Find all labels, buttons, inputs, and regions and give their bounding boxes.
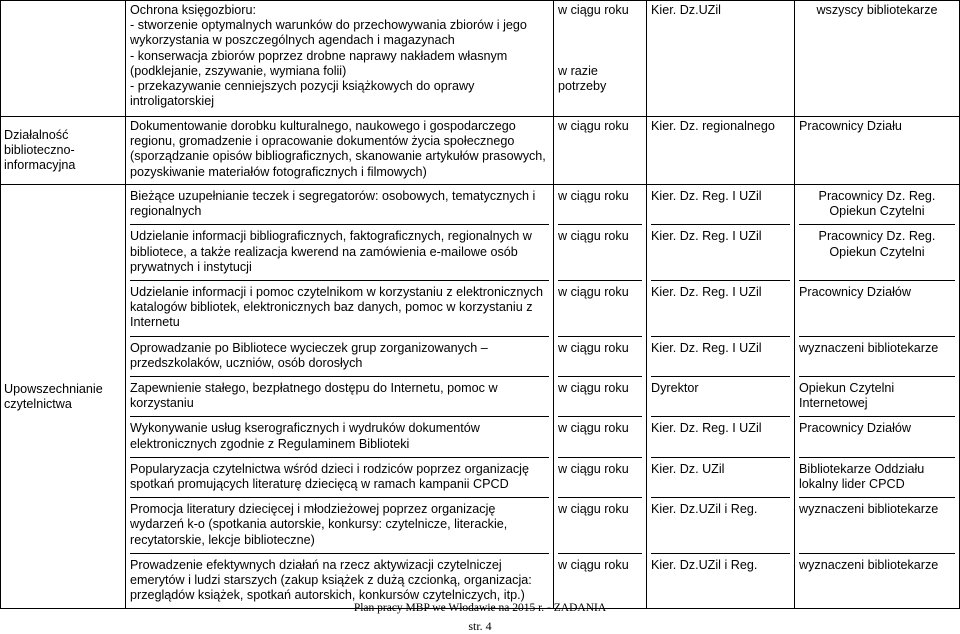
category-cell <box>1 1 126 117</box>
responsible-cell: Kier. Dz. regionalnego <box>647 117 795 185</box>
page-footer: Plan pracy MBP we Włodawie na 2015 r. - ZADANIA <box>353 602 607 614</box>
responsible-item: Kier. Dz.UZil i Reg. <box>651 498 790 554</box>
responsible-item: Kier. Dz. Reg. I UZil <box>651 281 790 337</box>
executor-item: Opiekun Czytelni Internetowej <box>799 377 955 417</box>
responsible-list <box>647 185 795 609</box>
executor-item: wyznaczeni bibliotekarze <box>799 337 955 377</box>
responsible-item: Dyrektor <box>651 377 790 417</box>
executor-cell: Pracownicy Działu <box>795 117 960 185</box>
task-item: Promocja literatury dziecięcej i młodzieżowej poprzez organizację wydarzeń k-o (spotkania autorskie, konkursy: czytelnicze, literackie, recytatorskie, lekcje biblioteczne) <box>130 498 549 554</box>
task-item: Udzielanie informacji bibliograficznych, faktograficznych, regionalnych w bibliotece, a także realizacja kwerend na zamówienia e-mailowe osób prywatnych i instytucji <box>130 225 549 281</box>
term-cell: w ciągu roku w razie potrzeby <box>554 1 647 117</box>
responsible-item: Kier. Dz. Reg. I UZil <box>651 337 790 377</box>
responsible-item: Kier. Dz. Reg. I UZil <box>651 185 790 225</box>
responsible-item: Kier. Dz. UZil <box>651 458 790 498</box>
executor-list <box>795 185 960 609</box>
task-item: Udzielanie informacji i pomoc czytelnikom w korzystaniu z elektronicznych katalogów bibliotek, elektronicznych baz danych, pomoc w korzystaniu z Internetu <box>130 281 549 337</box>
executor-item: Pracownicy Dz. Reg. Opiekun Czytelni <box>799 225 955 281</box>
task-list <box>126 185 554 609</box>
term-item: w ciągu roku <box>558 281 642 337</box>
task-item: Oprowadzanie po Bibliotece wycieczek grup zorganizowanych – przedszkolaków, uczniów, osób dorosłych <box>130 337 549 377</box>
term-item: w ciągu roku <box>558 225 642 281</box>
task-item: Zapewnienie stałego, bezpłatnego dostępu do Internetu, pomoc w korzystaniu <box>130 377 549 417</box>
executor-item: Bibliotekarze Oddziału lokalny lider CPCD <box>799 458 955 498</box>
term-item: w ciągu roku <box>558 185 642 225</box>
responsible-item: Kier. Dz.UZil i Reg. <box>651 557 758 572</box>
task-cell: Ochrona księgozbioru: - stworzenie optymalnych warunków do przechowywania zbiorów i jego wykorzystania w poszczególnych agendach i magazynach - konserwacja zbiorów poprzez drobne naprawy nakładem własnym (podklejanie, zszywanie, wymiana folii) - przekazywanie cenniejszych pozycji książkowych do oprawy introligatorskiej <box>126 1 554 117</box>
task-item: Bieżące uzupełnianie teczek i segregatorów: osobowych, tematycznych i regionalnych <box>130 185 549 225</box>
task-cell: Dokumentowanie dorobku kulturalnego, naukowego i gospodarczego regionu, gromadzenie i opracowanie dokumentów życia społecznego (sporządzanie opisów bibliograficznych, skanowanie artykułów prasowych, pozyskiwanie materiałów fotograficznych i filmowych) <box>126 117 554 185</box>
task-item: Popularyzacja czytelnictwa wśród dzieci i rodziców poprzez organizację spotkań promujących literaturę dziecięcą w ramach kampanii CPCD <box>130 458 549 498</box>
executor-item: wyznaczeni bibliotekarze <box>799 557 939 572</box>
term-item: w ciągu roku <box>558 377 642 417</box>
term-item: w ciągu roku <box>558 498 642 554</box>
term-item: w ciągu roku <box>558 557 629 572</box>
task-item: Prowadzenie efektywnych działań na rzecz aktywizacji czytelniczej emerytów i ludzi starszych (zakup książek z dużą czcionką, organizacja: przeglądów książek, spotkań autorskich, konkursów czytelniczych, itp.) <box>130 557 532 603</box>
task-item: Wykonywanie usług kserograficznych i wydruków dokumentów elektronicznych zgodnie z Regulaminem Biblioteki <box>130 417 549 457</box>
executor-item: Pracownicy Działów <box>799 281 955 337</box>
category-cell: Działalność biblioteczno-informacyjna <box>1 117 126 185</box>
table-row <box>1 1 960 117</box>
executor-item: Pracownicy Dz. Reg. Opiekun Czytelni <box>799 185 955 225</box>
responsible-item: Kier. Dz. Reg. I UZil <box>651 417 790 457</box>
executor-item: wyznaczeni bibliotekarze <box>799 498 955 554</box>
term-item: w ciągu roku <box>558 458 642 498</box>
term-item: w ciągu roku <box>558 337 642 377</box>
table-row <box>1 185 960 609</box>
term-list <box>554 185 647 609</box>
responsible-item: Kier. Dz. Reg. I UZil <box>651 225 790 281</box>
table-row <box>1 117 960 185</box>
term-item: w ciągu roku <box>558 417 642 457</box>
executor-item: Pracownicy Działów <box>799 417 955 457</box>
executor-cell: wszyscy bibliotekarze <box>795 1 960 117</box>
responsible-cell: Kier. Dz.UZil <box>647 1 795 117</box>
category-cell: Upowszechnianie czytelnictwa <box>1 185 126 609</box>
page-number: str. 4 <box>468 619 492 633</box>
term-cell: w ciągu roku <box>554 117 647 185</box>
